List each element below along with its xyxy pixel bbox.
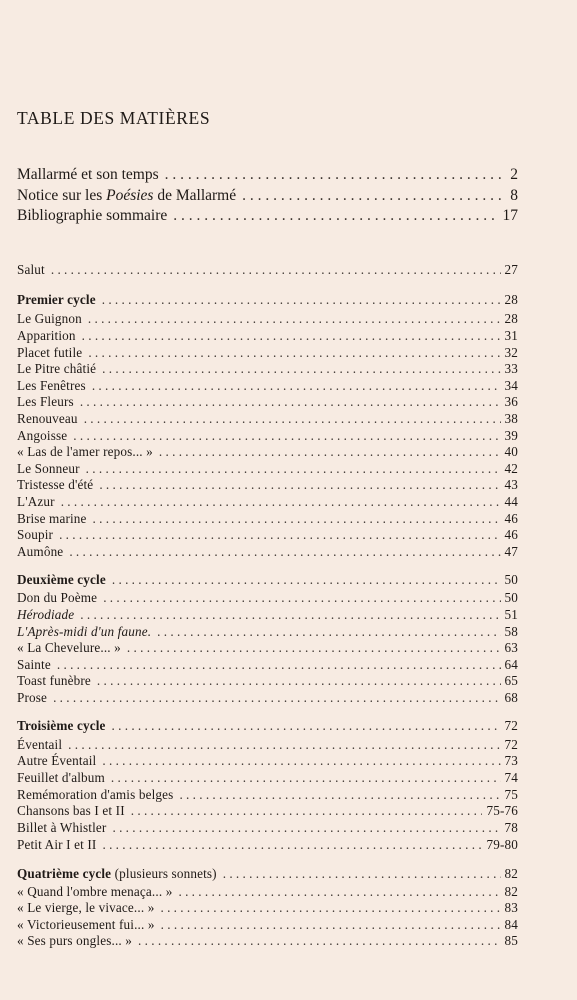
- dot-leader: [242, 187, 506, 205]
- dot-leader: [99, 477, 500, 493]
- entry-page: 72: [504, 718, 518, 733]
- entry-page: 34: [504, 378, 518, 393]
- entry-page: 8: [510, 187, 518, 204]
- entry-label: « Quand l'ombre menaça... »: [17, 884, 173, 899]
- section-title: Deuxième cycle: [17, 572, 106, 587]
- dot-leader: [161, 917, 501, 933]
- toc-entry: [17, 820, 518, 836]
- section-title: Quatrième cycle (plusieurs sonnets): [17, 866, 217, 881]
- dot-leader: [68, 737, 500, 753]
- entry-page: 47: [504, 544, 518, 559]
- entry-label: Chansons bas I et II: [17, 803, 125, 818]
- dot-leader: [51, 262, 501, 278]
- entry-page: 74: [504, 770, 518, 785]
- toc-entry: [17, 787, 518, 803]
- toc-entry: [17, 311, 518, 327]
- dot-leader: [73, 428, 500, 444]
- entry-label: Feuillet d'album: [17, 770, 105, 785]
- entry-page: 82: [504, 866, 518, 881]
- toc-entry: [17, 607, 518, 623]
- dot-leader: [112, 718, 501, 734]
- toc-entry: [17, 640, 518, 656]
- dot-leader: [127, 640, 501, 656]
- toc-entry: [17, 378, 518, 394]
- section-heading-cycle4: [17, 866, 518, 882]
- entry-label: Le Pitre châtié: [17, 361, 97, 376]
- entry-label: Aumône: [17, 544, 64, 559]
- toc-entry: [17, 527, 518, 543]
- entry-label: Prose: [17, 690, 48, 705]
- entry-page: 36: [504, 394, 518, 409]
- toc-entry: [17, 690, 518, 706]
- page-title: TABLE DES MATIÈRES: [17, 108, 211, 128]
- entry-label: Billet à Whistler: [17, 820, 107, 835]
- entry-label: Hérodiade: [17, 607, 75, 622]
- entry-page: 84: [504, 917, 518, 932]
- entry-label: Le Guignon: [17, 311, 82, 326]
- entry-page: 39: [504, 428, 518, 443]
- entry-label: Petit Air I et II: [17, 837, 97, 852]
- dot-leader: [160, 900, 500, 916]
- entry-page: 82: [504, 884, 518, 899]
- dot-leader: [112, 572, 501, 588]
- dot-leader: [112, 820, 500, 836]
- entry-page: 65: [504, 673, 518, 688]
- dot-leader: [102, 361, 500, 377]
- toc-entry: [17, 444, 518, 460]
- toc-entry: [17, 770, 518, 786]
- toc-entry: [17, 477, 518, 493]
- dot-leader: [61, 494, 501, 510]
- entry-page: 42: [504, 461, 518, 476]
- dot-leader: [138, 933, 500, 949]
- entry-label: Remémoration d'amis belges: [17, 787, 174, 802]
- entry-page: 33: [504, 361, 518, 376]
- dot-leader: [57, 657, 501, 673]
- entry-label: Toast funèbre: [17, 673, 91, 688]
- dot-leader: [80, 394, 501, 410]
- toc-entry-front-3: [17, 207, 518, 225]
- entry-page: 31: [504, 328, 518, 343]
- toc-entry: [17, 917, 518, 933]
- section-heading-cycle2: [17, 572, 518, 588]
- toc-entry: [17, 394, 518, 410]
- toc-entry: [17, 544, 518, 560]
- toc-entry: [17, 933, 518, 949]
- toc-entry: [17, 511, 518, 527]
- entry-label: « Le vierge, le vivace... »: [17, 900, 155, 915]
- toc-entry: [17, 411, 518, 427]
- entry-label: Sainte: [17, 657, 51, 672]
- dot-leader: [131, 803, 483, 819]
- toc-entry: [17, 624, 518, 640]
- toc-entry: [17, 753, 518, 769]
- toc-entry: [17, 837, 518, 853]
- entry-page: 75-76: [486, 803, 518, 818]
- entry-label: Mallarmé et son temps: [17, 166, 159, 183]
- toc-entry: [17, 900, 518, 916]
- toc-entry: [17, 361, 518, 377]
- toc-entry: [17, 803, 518, 819]
- entry-page: 78: [504, 820, 518, 835]
- entry-page: 28: [504, 311, 518, 326]
- entry-page: 17: [502, 207, 518, 224]
- entry-label: Tristesse d'été: [17, 477, 94, 492]
- toc-entry: [17, 673, 518, 689]
- entry-label: Bibliographie sommaire: [17, 207, 168, 224]
- toc-entry-front-1: [17, 166, 518, 184]
- entry-label: Autre Éventail: [17, 753, 97, 768]
- toc-entry: [17, 494, 518, 510]
- toc-entry: [17, 737, 518, 753]
- entry-page: 83: [504, 900, 518, 915]
- entry-page: 46: [504, 511, 518, 526]
- dot-leader: [111, 770, 501, 786]
- dot-leader: [223, 866, 501, 882]
- entry-page: 58: [504, 624, 518, 639]
- dot-leader: [97, 673, 501, 689]
- entry-label: « La Chevelure... »: [17, 640, 121, 655]
- dot-leader: [159, 444, 501, 460]
- entry-label: Éventail: [17, 737, 63, 752]
- dot-leader: [157, 624, 500, 640]
- section-heading-cycle3: [17, 718, 518, 734]
- entry-label: « Ses purs ongles... »: [17, 933, 133, 948]
- entry-page: 28: [504, 292, 518, 307]
- entry-page: 50: [504, 590, 518, 605]
- dot-leader: [88, 311, 501, 327]
- entry-page: 85: [504, 933, 518, 948]
- dot-leader: [178, 884, 500, 900]
- dot-leader: [92, 378, 501, 394]
- toc-entry: [17, 345, 518, 361]
- entry-page: 75: [504, 787, 518, 802]
- dot-leader: [59, 527, 500, 543]
- toc-entry: [17, 884, 518, 900]
- entry-label: Le Sonneur: [17, 461, 80, 476]
- entry-label: Notice sur les Poésies de Mallarmé: [17, 187, 237, 204]
- dot-leader: [80, 607, 500, 623]
- dot-leader: [69, 544, 500, 560]
- entry-label: Salut: [17, 262, 45, 277]
- dot-leader: [93, 511, 501, 527]
- dot-leader: [173, 207, 498, 225]
- entry-label: Les Fleurs: [17, 394, 74, 409]
- section-title: Troisième cycle: [17, 718, 106, 733]
- entry-page: 79-80: [486, 837, 518, 852]
- dot-leader: [179, 787, 500, 803]
- entry-page: 2: [510, 166, 518, 183]
- entry-label: Soupir: [17, 527, 54, 542]
- dot-leader: [103, 590, 500, 606]
- entry-label: Angoisse: [17, 428, 68, 443]
- dot-leader: [84, 411, 501, 427]
- entry-page: 72: [504, 737, 518, 752]
- entry-label: L'Après-midi d'un faune.: [17, 624, 152, 639]
- dot-leader: [102, 837, 482, 853]
- entry-label: « Las de l'amer repos... »: [17, 444, 153, 459]
- dot-leader: [82, 328, 501, 344]
- section-heading-cycle1: [17, 292, 518, 308]
- entry-page: 38: [504, 411, 518, 426]
- dot-leader: [88, 345, 500, 361]
- entry-label: « Victorieusement fui... »: [17, 917, 155, 932]
- toc-entry: [17, 461, 518, 477]
- toc-entry: [17, 590, 518, 606]
- dot-leader: [102, 753, 500, 769]
- entry-page: 63: [504, 640, 518, 655]
- entry-page: 64: [504, 657, 518, 672]
- entry-page: 68: [504, 690, 518, 705]
- toc-entry: [17, 328, 518, 344]
- entry-label: Renouveau: [17, 411, 78, 426]
- toc-entry-salut: [17, 262, 518, 278]
- entry-page: 73: [504, 753, 518, 768]
- entry-label: Brise marine: [17, 511, 87, 526]
- entry-page: 43: [504, 477, 518, 492]
- toc-entry-front-2: [17, 187, 518, 205]
- entry-page: 44: [504, 494, 518, 509]
- entry-label: Apparition: [17, 328, 76, 343]
- dot-leader: [102, 292, 501, 308]
- dot-leader: [86, 461, 501, 477]
- entry-page: 51: [504, 607, 518, 622]
- section-title: Premier cycle: [17, 292, 96, 307]
- toc-entry: [17, 428, 518, 444]
- dot-leader: [53, 690, 500, 706]
- entry-page: 46: [504, 527, 518, 542]
- entry-label: L'Azur: [17, 494, 55, 509]
- entry-label: Placet futile: [17, 345, 83, 360]
- entry-page: 32: [504, 345, 518, 360]
- toc-entry: [17, 657, 518, 673]
- entry-label: Don du Poème: [17, 590, 98, 605]
- entry-page: 40: [504, 444, 518, 459]
- entry-page: 50: [504, 572, 518, 587]
- entry-page: 27: [504, 262, 518, 277]
- dot-leader: [165, 166, 507, 184]
- entry-label: Les Fenêtres: [17, 378, 86, 393]
